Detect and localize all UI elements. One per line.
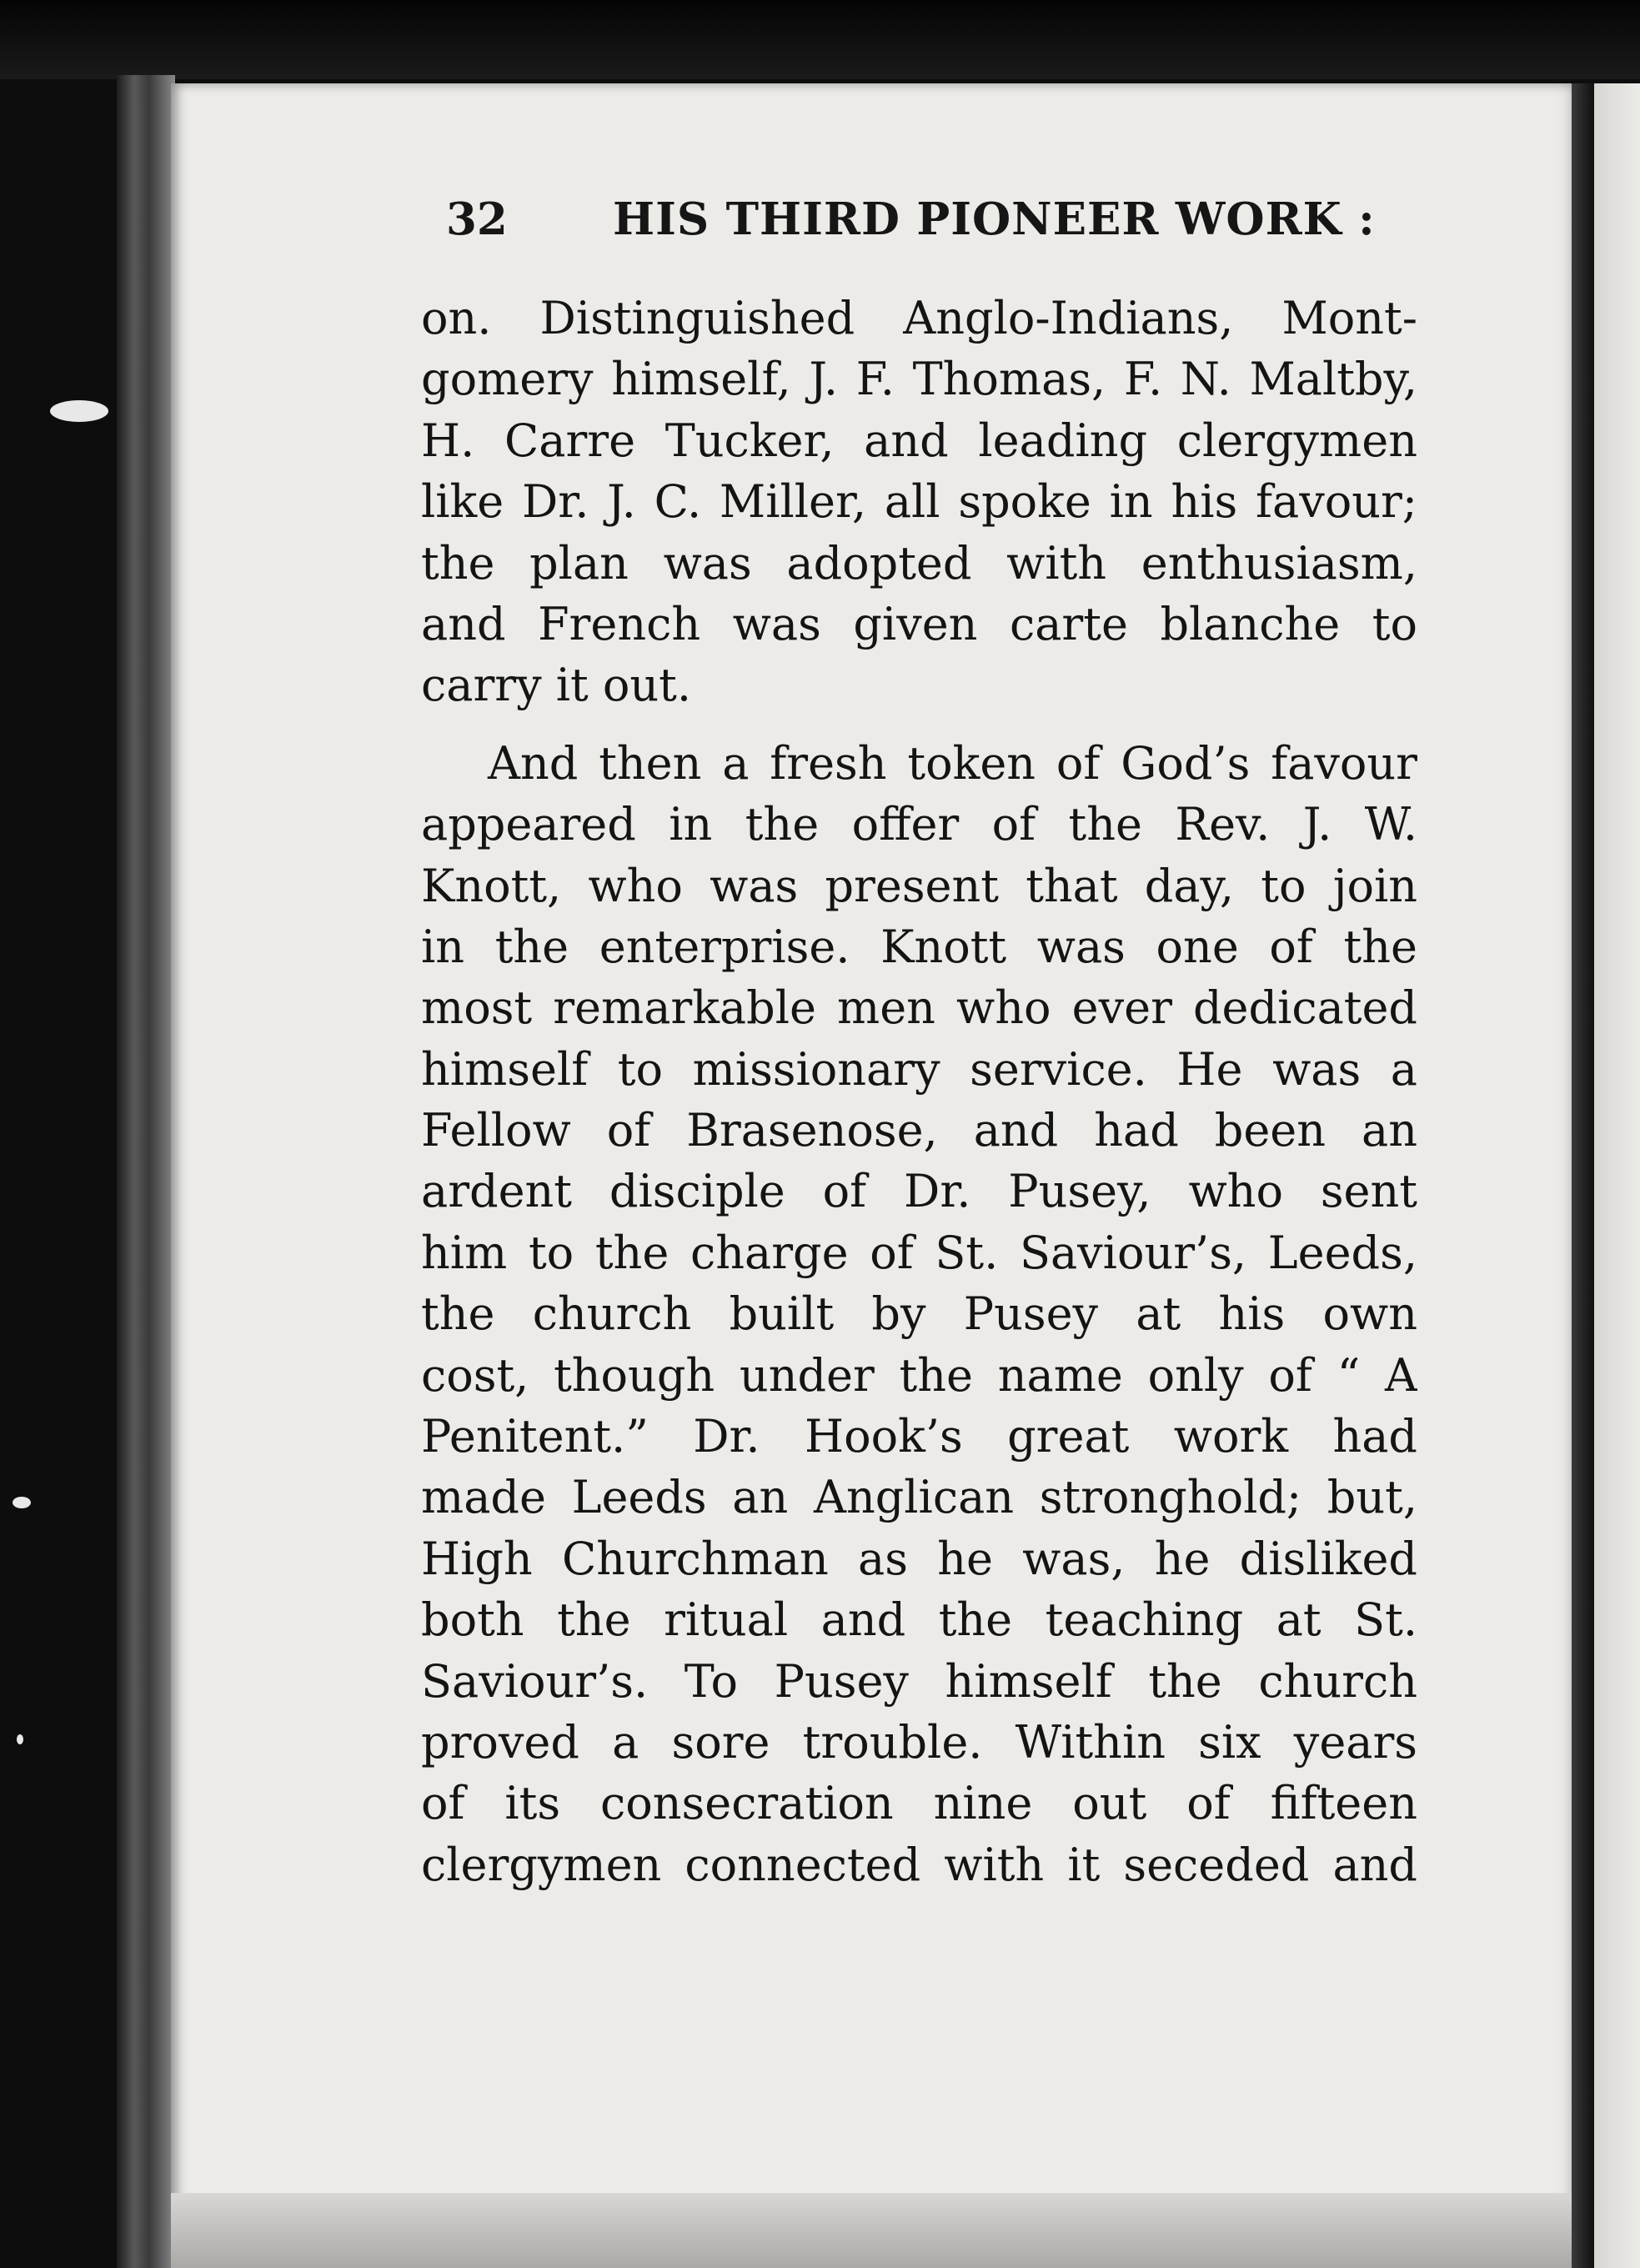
text-line: ardent disciple of Dr. Pusey, who sent: [421, 1165, 1417, 1218]
text-line: Fellow of Brasenose, and had been an: [421, 1104, 1417, 1157]
running-header: [446, 193, 1405, 260]
scan-top-border: [0, 0, 1640, 79]
text-line: Penitent.” Dr. Hook’s great work had: [421, 1410, 1417, 1463]
text-line: Knott, who was present that day, to join: [421, 859, 1417, 912]
scan-speck: [50, 400, 108, 422]
running-title: HIS THIRD PIONEER WORK :: [613, 193, 1376, 245]
scan-speck: [13, 1497, 31, 1508]
text-line: made Leeds an Anglican stronghold; but,: [421, 1471, 1417, 1524]
text-line: on. Distinguished Anglo-Indians, Mont-: [421, 292, 1417, 344]
text-line: of its consecration nine out of fifteen: [421, 1777, 1417, 1830]
scan-speck: [17, 1734, 23, 1744]
text-line: clergymen connected with it seceded and: [421, 1838, 1417, 1891]
text-line: cost, though under the name only of “ A: [421, 1348, 1417, 1402]
text-line: proved a sore trouble. Within six years: [421, 1715, 1417, 1769]
text-line: gomery himself, J. F. Thomas, F. N. Maltby,: [421, 353, 1417, 406]
book-gutter: [1572, 83, 1594, 2268]
text-line: like Dr. J. C. Miller, all spoke in his favour;: [421, 475, 1417, 529]
paragraph: [421, 288, 1417, 716]
paragraph: [421, 733, 1417, 1895]
text-line: both the ritual and the teaching at St.: [421, 1593, 1417, 1647]
text-line: appeared in the offer of the Rev. J. W.: [421, 798, 1417, 851]
text-line: carry it out.: [421, 659, 692, 712]
paragraph-gap: [421, 716, 1417, 733]
text-line: the plan was adopted with enthusiasm,: [421, 536, 1417, 590]
text-line: High Churchman as he was, he disliked: [421, 1532, 1417, 1585]
text-line: And then a fresh token of God’s favour: [488, 736, 1417, 790]
book-spine-edge: [117, 75, 175, 2268]
text-line: in the enterprise. Knott was one of the: [421, 920, 1417, 973]
facing-page-edge: [1594, 83, 1640, 2268]
text-line: himself to missionary service. He was a: [421, 1042, 1417, 1096]
page-bottom-shadow: [171, 2193, 1572, 2268]
body-text: [421, 288, 1417, 1895]
text-line: him to the charge of St. Saviour’s, Leeds,: [421, 1226, 1417, 1279]
page-number: 32: [446, 193, 508, 245]
text-line: the church built by Pusey at his own: [421, 1287, 1417, 1341]
text-line: most remarkable men who ever dedicated: [421, 981, 1417, 1035]
text-line: H. Carre Tucker, and leading clergymen: [421, 414, 1417, 467]
text-line: and French was given carte blanche to: [421, 597, 1417, 650]
text-line: Saviour’s. To Pusey himself the church: [421, 1654, 1417, 1708]
